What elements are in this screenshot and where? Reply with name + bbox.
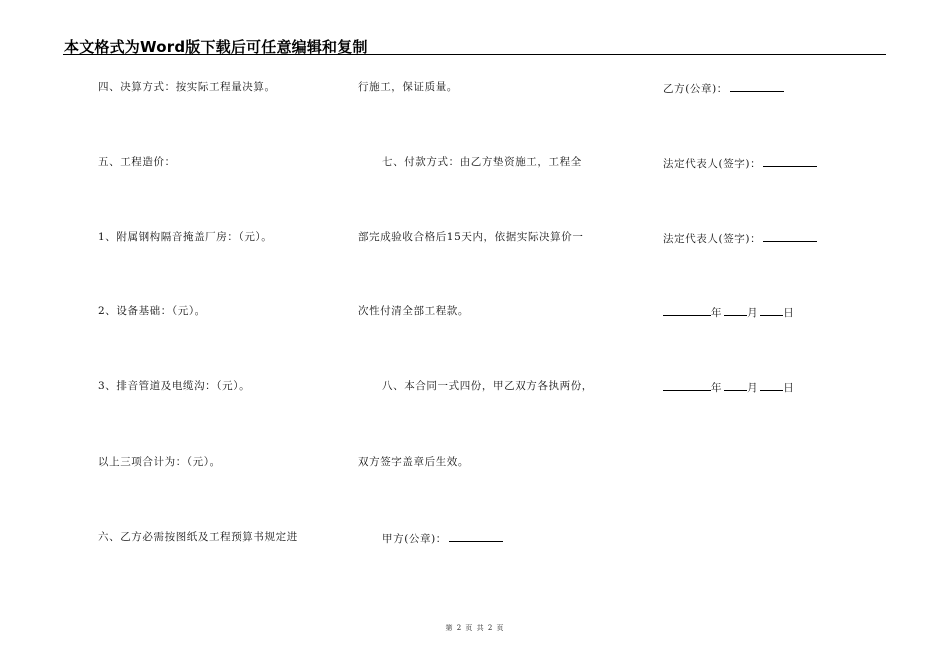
date-year-label-1: 年 xyxy=(711,307,723,319)
page-number: 第 2 页 共 2 页 xyxy=(445,624,505,632)
date-month-blank-2 xyxy=(724,380,747,391)
date-year-blank-1 xyxy=(663,305,711,316)
legal-rep-blank-1 xyxy=(763,156,817,167)
party-b-seal-label: 乙方(公章)： xyxy=(663,83,728,95)
clause-payment-cont-1: 部完成验收合格后15天内，依据实际决算价一 xyxy=(358,231,584,243)
clause-copies: 八、本合同一式四份，甲乙双方各执两份， xyxy=(382,380,593,392)
party-b-seal-blank xyxy=(730,81,784,92)
clause-payment-method: 七、付款方式：由乙方垫资施工，工程全 xyxy=(382,156,582,168)
cost-item-plant: 1、附属钢构隔音掩盖厂房：（元）。 xyxy=(98,231,273,243)
date-day-label-1: 日 xyxy=(783,307,795,319)
clause-payment-cont-2: 次性付清全部工程款。 xyxy=(358,305,469,317)
clause-construction-cont: 行施工，保证质量。 xyxy=(358,81,458,93)
cost-total: 以上三项合计为：（元）。 xyxy=(98,456,221,468)
date-day-blank-1 xyxy=(760,305,783,316)
clause-construction: 六、乙方必需按图纸及工程预算书规定进 xyxy=(98,531,298,543)
legal-rep-line-2 xyxy=(663,231,817,245)
date-day-blank-2 xyxy=(760,380,783,391)
clause-project-cost: 五、工程造价： xyxy=(98,156,176,168)
party-b-seal-line xyxy=(663,81,784,95)
party-a-seal-line xyxy=(382,531,503,545)
date-day-label-2: 日 xyxy=(783,382,795,394)
legal-rep-label-1: 法定代表人(签字)： xyxy=(663,158,762,170)
legal-rep-line-1 xyxy=(663,156,817,170)
legal-rep-blank-2 xyxy=(763,231,817,242)
party-a-seal-label: 甲方(公章)： xyxy=(382,533,447,545)
header-rule xyxy=(63,54,886,55)
party-a-seal-blank xyxy=(449,531,503,542)
cost-item-foundation: 2、设备基础：（元）。 xyxy=(98,305,206,317)
clause-effective: 双方签字盖章后生效。 xyxy=(358,456,469,468)
date-month-blank-1 xyxy=(724,305,747,316)
date-year-blank-2 xyxy=(663,380,711,391)
date-line-2 xyxy=(663,380,794,394)
date-year-label-2: 年 xyxy=(711,382,723,394)
date-month-label-1: 月 xyxy=(747,307,759,319)
document-header-title: 本文格式为Word版下载后可任意编辑和复制 xyxy=(64,38,368,56)
date-line-1 xyxy=(663,305,794,319)
clause-settlement-method: 四、决算方式：按实际工程量决算。 xyxy=(98,81,276,93)
cost-item-pipes: 3、排音管道及电缆沟：（元）。 xyxy=(98,380,251,392)
date-month-label-2: 月 xyxy=(747,382,759,394)
legal-rep-label-2: 法定代表人(签字)： xyxy=(663,233,762,245)
